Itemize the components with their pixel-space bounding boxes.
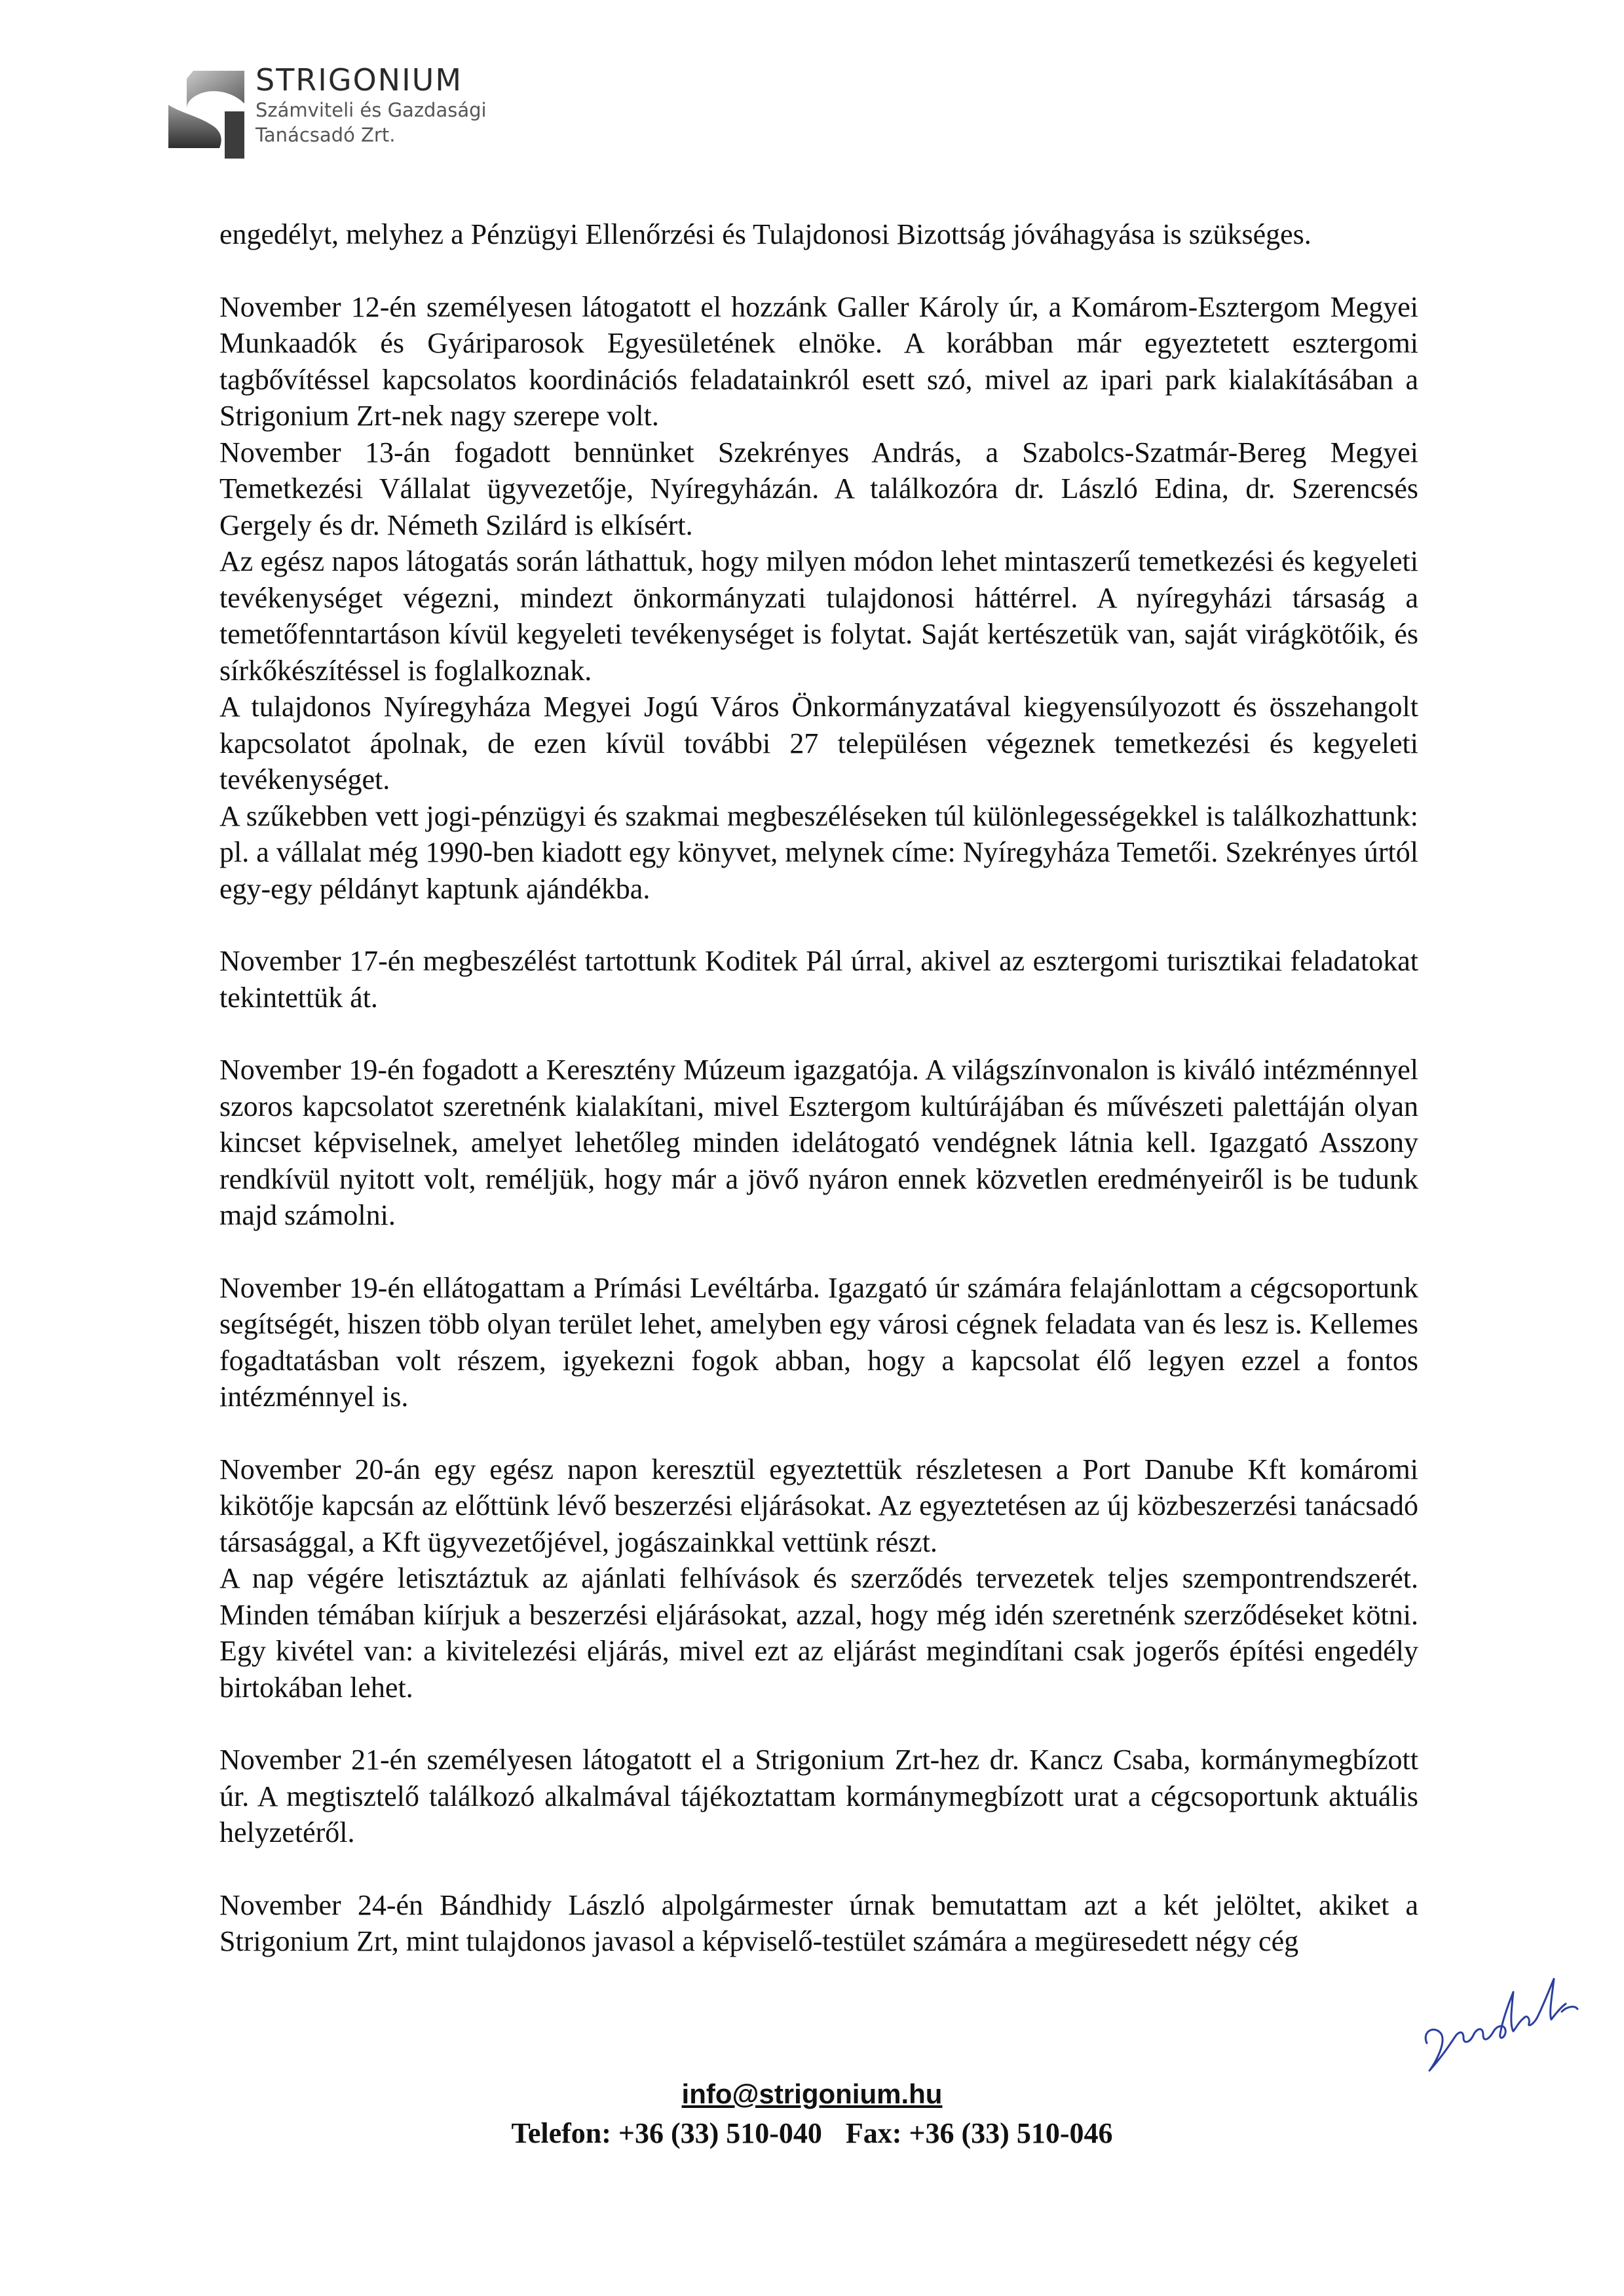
paragraph-nov-24: November 24-én Bándhidy László alpolgármester úrnak bemutattam azt a két jelöltet, akiket a Strigonium Zrt, mint tulajdonos javasol a képviselő-testület számára a megüresedett négy cég	[219, 1888, 1418, 1957]
handwritten-signature-icon	[1415, 1966, 1612, 2077]
paragraph-nov-13: November 13-án fogadott bennünket Szekrényes András, a Szabolcs-Szatmár-Bereg Megyei Temetkezési Vállalat ügyvezetője, Nyíregyházán. A találkozóra dr. László Edina, dr. Szerencsés Gergely és dr. Németh Szilárd is elkísért.	[219, 436, 1418, 541]
footer	[0, 2076, 1624, 2152]
paragraph-nov-20-result: A nap végére letisztáztuk az ajánlati felhívások és szerződés tervezetek teljes szempontrendszerét. Minden témában kiírjuk a beszerzési eljárásokat, azzal, hogy még idén szeretnénk szerződéseket kötni. Egy kivétel van: a kivitelezési eljárás, mivel ezt az eljárást megindítani csak jogerős építési engedély birtokában lehet.	[219, 1562, 1418, 1704]
company-subtitle-line2: Tanácsadó Zrt.	[255, 124, 396, 146]
footer-email-link[interactable]: info@strigonium.hu	[681, 2078, 943, 2109]
company-text-block	[255, 62, 487, 147]
footer-fax: Fax: +36 (33) 510-046	[845, 2117, 1113, 2149]
footer-contact-line	[0, 2115, 1624, 2152]
letterhead	[167, 62, 626, 174]
paragraph-specialties: A szűkebben vett jogi-pénzügyi és szakmai megbeszéléseken túl különlegességekkel is találkozhattunk: pl. a vállalat még 1990-ben kiadott egy könyvet, melynek címe: Nyíregyháza Temetői. Szekrényes úrtól egy-egy példányt kaptunk ajándékba.	[219, 799, 1418, 905]
company-name: STRIGONIUM	[255, 62, 463, 98]
paragraph-nov-12: November 12-én személyesen látogatott el hozzánk Galler Károly úr, a Komárom-Esztergom Megyei Munkaadók és Gyáriparosok Egyesületének elnöke. A korábban már egyeztetett esztergomi tagbővítéssel kapcsolatos koordinációs feladatainkról esett szó, mivel az ipari park kialakításában a Strigonium Zrt-nek nagy szerepe volt.	[219, 290, 1418, 432]
strigonium-logo-icon	[167, 66, 246, 164]
paragraph-nov-21: November 21-én személyesen látogatott el a Strigonium Zrt-hez dr. Kancz Csaba, kormánymegbízott úr. A megtisztelő találkozó alkalmával tájékoztattam kormánymegbízott urat a cégcsoportunk aktuális helyzetéről.	[219, 1744, 1418, 1848]
paragraph-visit-details: Az egész napos látogatás során láthattuk, hogy milyen módon lehet mintaszerű temetkezési és kegyeleti tevékenységet végezni, mindezt önkormányzati tulajdonosi háttérrel. A nyíregyházi társaság a temetőfenntartáson kívül kegyeleti tevékenységet is folytat. Saját kertészetük van, saját virágkötőik, és sírkőkészítéssel is foglalkoznak.	[219, 545, 1418, 687]
paragraph-owner-relations: A tulajdonos Nyíregyháza Megyei Jogú Város Önkormányzatával kiegyensúlyozott és összehangolt kapcsolatot ápolnak, de ezen kívül további 27 településen végeznek temetkezési és kegyeleti tevékenységet.	[219, 691, 1418, 795]
paragraph-nov-19-museum: November 19-én fogadott a Keresztény Múzeum igazgatója. A világszínvonalon is kiváló intézménnyel szoros kapcsolatot szeretnénk kialakítani, mivel Esztergom kultúrájában és művészeti palettáján olyan kincset képviselnek, amelyet lehetőleg minden idelátogató vendégnek látnia kell. Igazgató Asszony rendkívül nyitott volt, reméljük, hogy már a jövő nyáron ennek közvetlen eredményeiről is be tudunk majd számolni.	[219, 1054, 1418, 1231]
footer-phone: Telefon: +36 (33) 510-040	[511, 2117, 822, 2149]
paragraph-nov-20: November 20-án egy egész napon keresztül egyeztettük részletesen a Port Danube Kft komáromi kikötője kapcsán az előttünk lévő beszerzési eljárásokat. Az egyeztetésen az új közbeszerzési tanácsadó társasággal, a Kft ügyvezetőjével, jogászainkkal vettünk részt.	[219, 1453, 1418, 1558]
paragraph-nov-17: November 17-én megbeszélést tartottunk Koditek Pál úrral, akivel az esztergomi turisztikai feladatokat tekintettük át.	[219, 945, 1418, 1014]
letter-body	[219, 216, 1418, 1960]
paragraph-permit-continuation: engedélyt, melyhez a Pénzügyi Ellenőrzési és Tulajdonosi Bizottság jóváhagyása is szükséges.	[219, 218, 1312, 250]
company-subtitle-line1: Számviteli és Gazdasági	[255, 99, 487, 121]
paragraph-nov-19-archive: November 19-én ellátogattam a Prímási Levéltárba. Igazgató úr számára felajánlottam a cégcsoportunk segítségét, hiszen több olyan terület lehet, amelyben egy városi cégnek feladata van és lesz is. Kellemes fogadtatásban volt részem, igyekezni fogok abban, hogy a kapcsolat élő legyen ezzel a fontos intézménnyel is.	[219, 1271, 1418, 1413]
